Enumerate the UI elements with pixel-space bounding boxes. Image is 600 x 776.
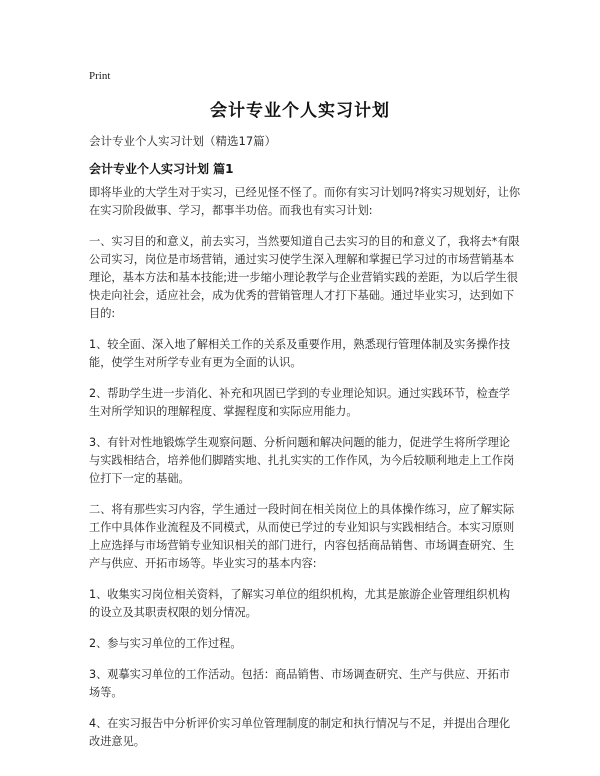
paragraph-content-4: 4、在实习报告中分析评价实习单位管理制度的制定和执行情况与不足，并提出合理化改进意见。 [89, 717, 511, 748]
paragraph-intro: 即将毕业的大学生对于实习，已经见怪不怪了。而你有实习计划吗?将实习规划好，让你在实习阶段做事、学习，都事半功倍。而我也有实习计划: [89, 186, 521, 217]
paragraph-content: 二、将有那些实习内容，学生通过一段时间在相关岗位上的具体操作练习，应了解实际工作中具体作业流程及不同模式，从而使已学过的专业知识与实践相结合。本实习原则上应选择与市场营销专业知识相关的部门进行，内容包括商品销售、市场调查研究、生产与供应、开拓市场等。毕业实习的基本内容: [89, 503, 515, 570]
paragraph-content-3: 3、观摹实习单位的工作活动。包括：商品销售、市场调查研究、生产与供应、开拓市场等。 [89, 668, 511, 699]
paragraph-content-1: 1、收集实习岗位相关资料，了解实习单位的组织机构，尤其是旅游企业管理组织机构的设立及其职责权限的划分情况。 [89, 588, 511, 619]
paragraph-purpose-3: 3、有针对性地锻炼学生观察问题、分析问题和解决问题的能力，促进学生将所学理论与实践相结合，培养他们脚踏实地、扎扎实实的工作作风，为今后较顺利地走上工作岗位打下一定的基础。 [89, 436, 515, 485]
document-body [89, 132, 521, 764]
paragraph-purpose-1: 1、较全面、深入地了解相关工作的关系及重要作用，熟悉现行管理体制及实务操作技能，使学生对所学专业有更为全面的认识。 [89, 338, 511, 369]
section-heading: 会计专业个人实习计划 篇1 [89, 162, 234, 176]
paragraph-content-2: 2、参与实习单位的工作过程。 [89, 637, 242, 650]
print-link[interactable]: Print [89, 70, 111, 82]
document-subtitle: 会计专业个人实习计划（精选17篇） [89, 134, 277, 148]
paragraph-purpose-2: 2、帮助学生进一步消化、补充和巩固已学到的专业理论知识。通过实践环节，检查学生对所学知识的理解程度、掌握程度和实际应用能力。 [89, 387, 511, 418]
paragraph-purpose: 一、实习目的和意义，前去实习，当然要知道自己去实习的目的和意义了，我将去*有限公司实习，岗位是市场营销，通过实习使学生深入理解和掌握已学习过的市场营销基本理论，基本方法和基本技能;进一步缩小理论教学与企业营销实践的差距，为以后学生很快走向社会，适应社会，成为优秀的营销管理人才打下基础。通过毕业实习，达到如下目的: [89, 235, 520, 320]
page-title: 会计专业个人实习计划 [210, 101, 390, 121]
